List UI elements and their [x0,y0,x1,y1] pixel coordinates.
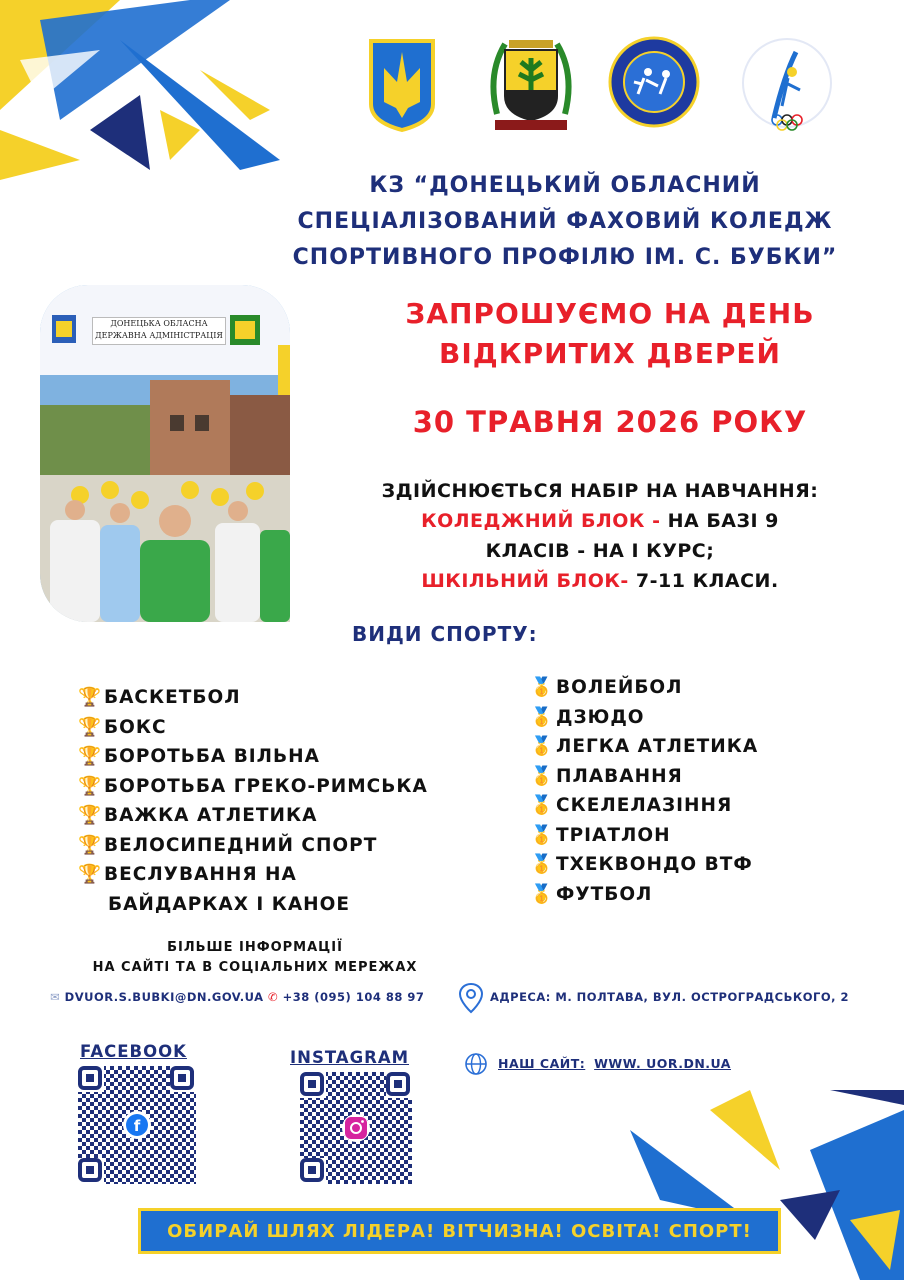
website-link[interactable]: WWW. UOR.DN.UA [594,1056,731,1071]
sport-item [78,772,428,802]
medal-icon: 🥇 [530,706,555,728]
sport-item-label: ТРІАТЛОН [556,824,671,846]
medal-icon: 🥇 [530,824,555,846]
sport-item [530,880,758,910]
sport-item-label: БОРОТЬБА ВІЛЬНА [104,746,320,767]
title-line-3: СПОРТИВНОГО ПРОФІЛЮ ІМ. С. БУБКИ” [292,245,838,270]
sport-item [78,831,428,861]
instagram-qr-code[interactable] [300,1072,412,1184]
sport-item-continuation: БАЙДАРКАХ І КАНОЕ [108,893,351,915]
trophy-icon: 🏆 [78,716,103,738]
coat-of-arms-ukraine-icon [368,38,436,132]
sport-item-label: ВЕЛОСИПЕДНИЙ СПОРТ [104,834,378,856]
sport-item-label: ПЛАВАННЯ [556,765,683,787]
sport-item [530,791,758,821]
sport-item-label: ВЕСЛУВАННЯ НА [104,864,297,885]
sport-item-label: СКЕЛЕЛАЗІННЯ [556,795,733,816]
phone-icon: ✆ [268,990,279,1004]
trophy-icon: 🏆 [78,834,103,856]
photo-banner-line-1: ДОНЕЦЬКА ОБЛАСНА [110,319,208,328]
sport-item-label: ФУТБОЛ [556,883,653,905]
trophy-icon: 🏆 [78,746,103,767]
globe-icon [464,1052,488,1076]
invite-line-2: ВІДКРИТИХ ДВЕРЕЙ [439,337,781,370]
sport-college-badge-icon [608,36,700,128]
sport-item [78,713,428,743]
email-link[interactable]: DVUOR.S.BUBKI@DN.GOV.UA [64,990,264,1004]
sport-item [530,850,758,880]
event-photo [40,285,290,622]
medal-icon: 🥇 [530,854,555,875]
trophy-icon: 🏆 [78,805,103,826]
sport-item-label: БОКС [104,716,167,738]
medal-icon: 🥇 [530,883,555,905]
more-info [60,938,450,978]
more-info-line-2: НА САЙТІ ТА В СОЦІАЛЬНИХ МЕРЕЖАХ [92,960,418,975]
sport-item [78,801,428,831]
school-block-label: ШКІЛЬНИЙ БЛОК- [421,570,629,592]
slogan-banner: ОБИРАЙ ШЛЯХ ЛІДЕРА! ВІТЧИЗНА! ОСВІТА! СПОРТ! [138,1208,781,1254]
sport-item [78,683,428,713]
sport-item [78,742,428,772]
olympic-college-logo-icon [738,36,836,134]
sport-item-label: ДЗЮДО [556,706,645,728]
enrollment-heading: ЗДІЙСНЮЄТЬСЯ НАБІР НА НАВЧАННЯ: [381,480,819,502]
trophy-icon: 🏆 [78,864,103,885]
title-line-1: КЗ “ДОНЕЦЬКИЙ ОБЛАСНИЙ [369,173,761,198]
more-info-line-1: БІЛЬШЕ ІНФОРМАЦІЇ [167,940,343,955]
trophy-icon: 🏆 [78,775,103,797]
sport-item [530,673,758,703]
website-row [498,1056,731,1071]
trophy-icon: 🏆 [78,687,103,708]
facebook-link[interactable]: FACEBOOK [80,1042,187,1061]
svg-text:f: f [133,1117,141,1135]
location-pin-icon [458,982,484,1014]
sport-item-label: ЛЕГКА АТЛЕТИКА [556,736,759,757]
school-block-text: 7-11 КЛАСИ. [635,570,779,592]
sport-item-label: БАСКЕТБОЛ [104,687,241,708]
phone-number[interactable]: +38 (095) 104 88 97 [282,990,425,1004]
photo-banner [92,317,226,345]
sport-item [530,732,758,762]
sport-item-label: ВОЛЕЙБОЛ [556,677,683,698]
medal-icon: 🥇 [530,765,555,787]
instagram-link[interactable]: INSTAGRAM [290,1048,410,1067]
address: АДРЕСА: М. ПОЛТАВА, ВУЛ. ОСТРОГРАДСЬКОГО, 2 [490,990,849,1004]
sport-item-label: ВАЖКА АТЛЕТИКА [104,805,318,826]
medal-icon: 🥇 [530,736,555,757]
medal-icon: 🥇 [530,677,555,698]
invitation [320,294,900,374]
sport-item [530,703,758,733]
mail-icon: ✉ [50,990,61,1004]
sports-heading: ВИДИ СПОРТУ: [352,622,538,646]
title-line-2: СПЕЦІАЛІЗОВАНИЙ ФАХОВИЙ КОЛЕДЖ [297,209,833,234]
enrollment-info [300,476,900,596]
donetsk-region-emblem-icon [487,34,575,132]
website-label: НАШ САЙТ: [498,1056,586,1071]
sport-item [530,762,758,792]
photo-banner-line-2: ДЕРЖАВНА АДМІНІСТРАЦІЯ [95,331,223,340]
medal-icon: 🥇 [530,795,555,816]
college-block-label: КОЛЕДЖНИЙ БЛОК - [421,510,661,532]
invite-line-1: ЗАПРОШУЄМО НА ДЕНЬ [405,297,815,330]
sports-list-left [78,683,428,919]
event-date: 30 ТРАВНЯ 2026 РОКУ [412,405,808,439]
email-phone-row [50,990,424,1004]
college-title [240,168,890,276]
college-block-text-a: НА БАЗІ 9 [667,510,779,532]
sport-item-label: БОРОТЬБА ГРЕКО-РИМСЬКА [104,775,428,797]
sport-item-label: ТХЕКВОНДО ВТФ [556,854,753,875]
college-block-text-b: КЛАСІВ - НА І КУРС; [485,540,715,562]
sports-list-right [530,673,758,909]
facebook-qr-code[interactable] [78,1066,196,1184]
sport-item [78,860,428,890]
sport-item [530,821,758,851]
